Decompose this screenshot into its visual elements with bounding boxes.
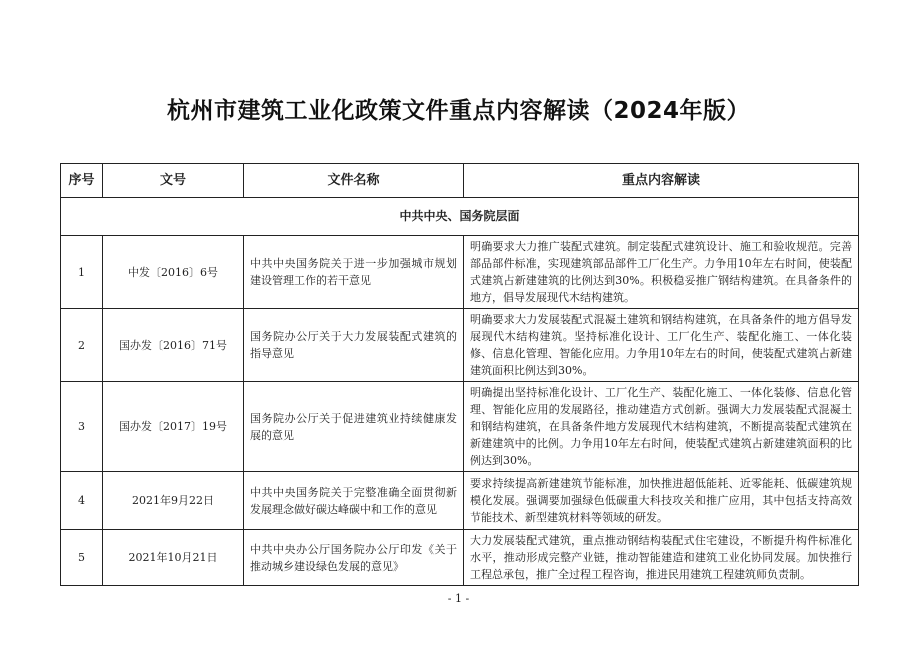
header-doc-number: 文号 bbox=[103, 164, 244, 198]
table-row bbox=[61, 382, 859, 472]
doc-name: 中共中央办公厅国务院办公厅印发《关于推动城乡建设绿色发展的意见》 bbox=[244, 530, 464, 586]
doc-number: 中发〔2016〕6号 bbox=[103, 236, 244, 309]
page-number: - 1 - bbox=[447, 592, 470, 605]
table-row bbox=[61, 236, 859, 309]
header-content: 重点内容解读 bbox=[464, 164, 859, 198]
table-row bbox=[61, 472, 859, 530]
table-row bbox=[61, 530, 859, 586]
header-doc-name: 文件名称 bbox=[244, 164, 464, 198]
doc-number: 国办发〔2016〕71号 bbox=[103, 309, 244, 382]
row-number: 3 bbox=[61, 382, 103, 472]
doc-number: 2021年10月21日 bbox=[103, 530, 244, 586]
content-summary: 要求持续提高新建建筑节能标准，加快推进超低能耗、近零能耗、低碳建筑规模化发展。强调要加强绿色低碳重大科技攻关和推广应用，其中包括支持高效节能技术、新型建筑材料等领域的研发。 bbox=[464, 472, 859, 530]
doc-name: 中共中央国务院关于完整准确全面贯彻新发展理念做好碳达峰碳中和工作的意见 bbox=[244, 472, 464, 530]
row-number: 2 bbox=[61, 309, 103, 382]
doc-name: 国务院办公厅关于大力发展装配式建筑的指导意见 bbox=[244, 309, 464, 382]
table-header-row bbox=[61, 164, 859, 198]
content-summary: 明确要求大力推广装配式建筑。制定装配式建筑设计、施工和验收规范。完善部品部件标准，实现建筑部品部件工厂化生产。力争用10年左右时间，使装配式建筑占新建建筑的比例达到30%。积极稳妥推广钢结构建筑。在具备条件的地方，倡导发展现代木结构建筑。 bbox=[464, 236, 859, 309]
table-row bbox=[61, 309, 859, 382]
row-number: 4 bbox=[61, 472, 103, 530]
section-title: 中共中央、国务院层面 bbox=[61, 198, 859, 236]
doc-number: 国办发〔2017〕19号 bbox=[103, 382, 244, 472]
row-number: 5 bbox=[61, 530, 103, 586]
header-no: 序号 bbox=[61, 164, 103, 198]
doc-number: 2021年9月22日 bbox=[103, 472, 244, 530]
row-number: 1 bbox=[61, 236, 103, 309]
content-summary: 大力发展装配式建筑，重点推动钢结构装配式住宅建设，不断提升构件标准化水平，推动形成完整产业链，推动智能建造和建筑工业化协同发展。加快推行工程总承包，推广全过程工程咨询，推进民用建筑工程建筑师负责制。 bbox=[464, 530, 859, 586]
content-summary: 明确提出坚持标准化设计、工厂化生产、装配化施工、一体化装修、信息化管理、智能化应用的发展路径，推动建造方式创新。强调大力发展装配式混凝土和钢结构建筑，在具备条件地方发展现代木结构建筑，不断提高装配式建筑在新建建筑中的比例。力争用10年左右时间，使装配式建筑占新建建筑面积的比例达到30%。 bbox=[464, 382, 859, 472]
content-summary: 明确要求大力发展装配式混凝土建筑和钢结构建筑，在具备条件的地方倡导发展现代木结构建筑。坚持标准化设计、工厂化生产、装配化施工、一体化装修、信息化管理、智能化应用。力争用10年左右的时间，使装配式建筑占新建建筑面积比例达到30%。 bbox=[464, 309, 859, 382]
section-row bbox=[61, 198, 859, 236]
doc-name: 国务院办公厅关于促进建筑业持续健康发展的意见 bbox=[244, 382, 464, 472]
doc-name: 中共中央国务院关于进一步加强城市规划建设管理工作的若干意见 bbox=[244, 236, 464, 309]
policy-table bbox=[60, 163, 859, 586]
document-title: 杭州市建筑工业化政策文件重点内容解读（2024年版） bbox=[166, 98, 750, 124]
